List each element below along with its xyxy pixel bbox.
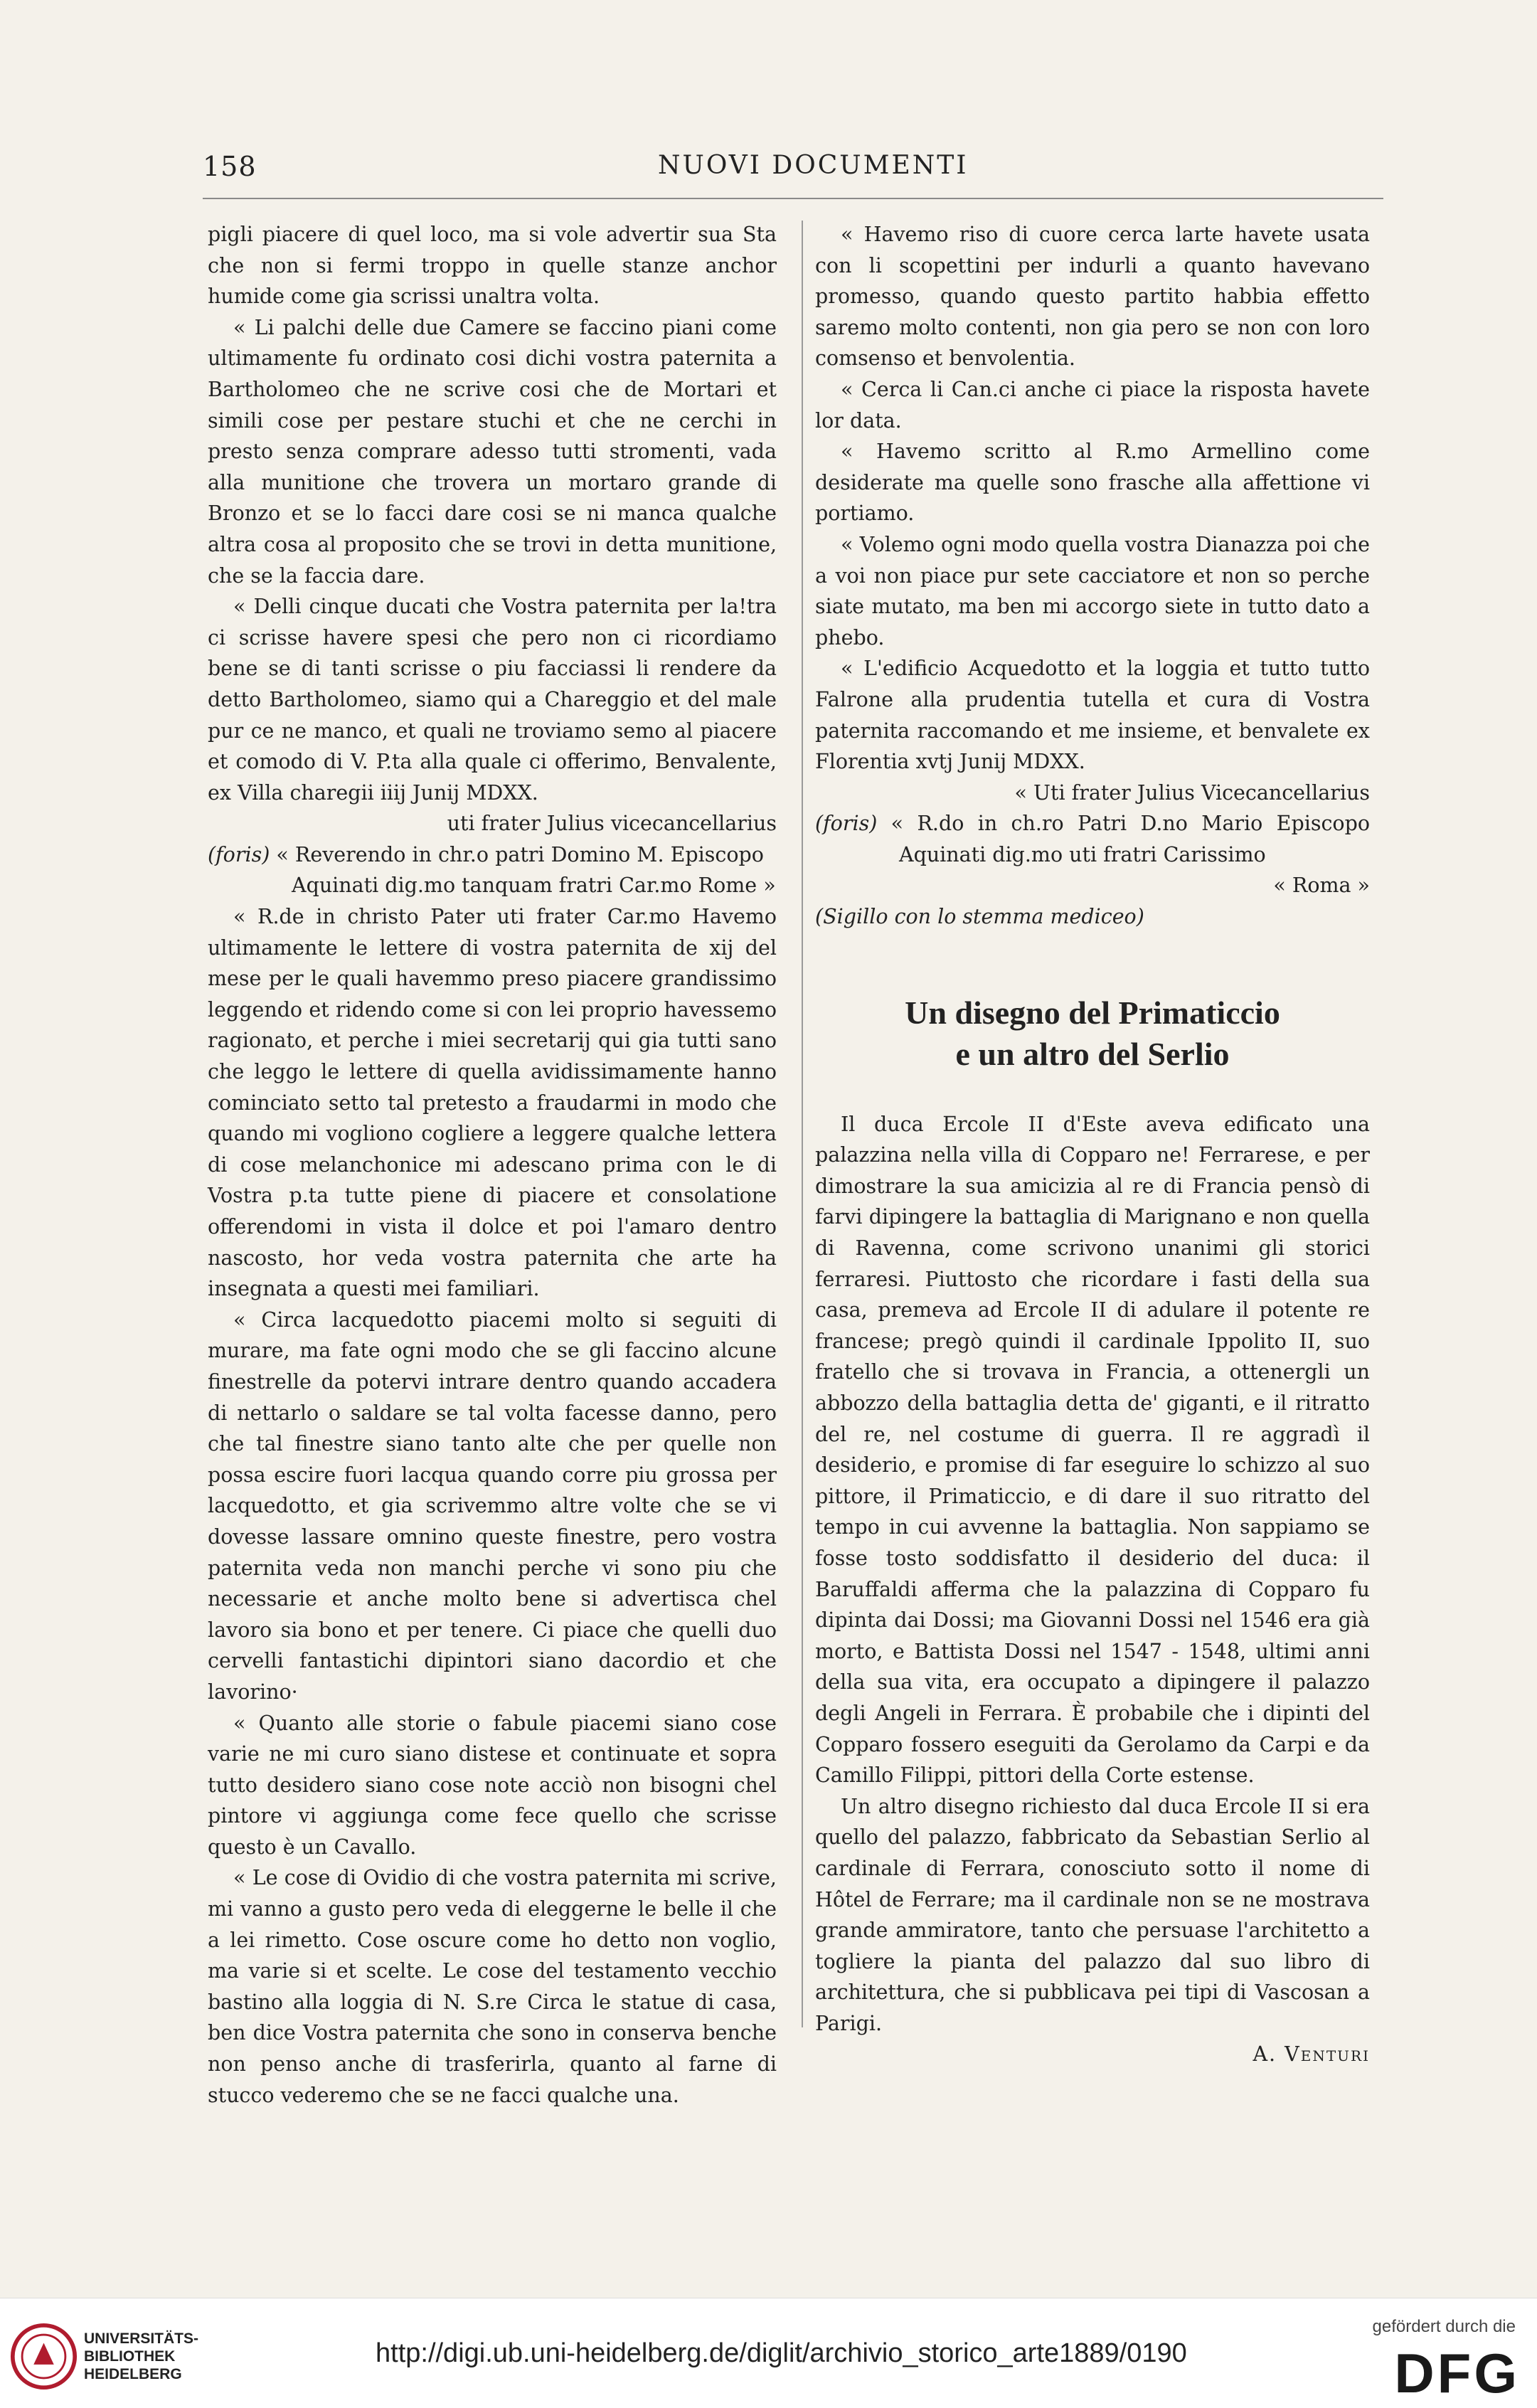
article-paragraph-2: Un altro disegno richiesto dal duca Ercole II si era quello del palazzo, fabbricato da Sebastian Serlio al cardinale di Ferrara, conosciuto sotto il nome di Hôtel de Ferrare; ma il cardinale non se ne mostrava grande ammiratore, tanto che persuase l'architetto a togliere la pianta del palazzo dal suo libro di architettura, che si pubblicava pei tipi di Vascosan a Parigi. [815,1794,1370,2035]
right-column-letters [815,219,1370,933]
article-title-line-1: Un disegno del Primaticcio [905,994,1280,1031]
left-column-paragraph [208,1862,777,2111]
article-title-line-2: e un altro del Serlio [955,1035,1230,1072]
right-column-paragraph [815,653,1370,777]
right-column-paragraph-text: « Uti frater Julius Vicecancellarius [1014,780,1370,805]
left-column-paragraph-text: « Quanto alle storie o fabule piacemi siano cose varie ne mi curo siano distese et continuate et sopra tutto desidero siano cose note acciò non bisogni chel pintore vi aggiunga come fece quello che scrisse questo è un Cavallo. [208,1711,777,1859]
left-column-paragraph [208,312,777,591]
digitization-footer [0,2298,1537,2408]
column-divider [802,221,803,2027]
right-column-paragraph [815,219,1370,374]
left-column-paragraph-text: « Delli cinque ducati che Vostra paternita per la!tra ci scrisse havere spesi che pero non ci ricordiamo bene se di tanti scrisse o piu facciassi li rendere da detto Bartholomeo, siamo qui a Chareggio et del male pur ce ne manco, et quali ne troviamo semo al piacere et comodo di V. P.ta alla quale ci offerimo, Benvalente, ex Villa charegii iiij Junij MDXX. [208,595,777,805]
left-column-paragraph [208,1708,777,1863]
running-title: NUOVI DOCUMENTI [658,151,969,180]
right-column-paragraph [815,901,1370,933]
left-column-paragraph-text: « Reverendo in chr.o patri Domino M. Episcopo [276,842,764,866]
left-column-paragraph-text: uti frater Julius vicecancellarius [447,812,777,836]
right-column-paragraph-text: « Havemo scritto al R.mo Armellino come desiderate ma quelle sono frasche alla affettione vi portiamo. [815,440,1370,526]
funded-by-label: gefördert durch die [1372,2317,1516,2336]
right-column-paragraph [815,436,1370,529]
right-column-paragraph [815,870,1370,901]
article-title [815,992,1370,1075]
right-column-paragraph-text: « R.do in ch.ro Patri D.no Mario Episcopo Aquinati dig.mo uti fratri Carissimo [890,812,1370,866]
left-column-paragraph [208,808,777,839]
foris-marker: (foris) [815,812,891,836]
left-column-paragraph [208,219,777,312]
institution-line-3: HEIDELBERG [84,2366,182,2382]
right-column-paragraph [815,529,1370,653]
left-column-paragraph-text: « R.de in christo Pater uti frater Car.mo Havemo ultimamente le lettere di vostra paternita de xij del mese per le quali havemmo preso piacere grandissimo leggendo et ridendo come si con lei proprio havessemo ragionato, et perche i miei secretarij qui gia tutti sano che leggo le lettere di quella avidissimamente hanno cominciato setto tal pretesto a fraudarmi in modo che quando mi vogliono cogliere a leggere qualche lettera di cose melanchonice mi adescano prima con le di Vostra p.ta tutte piene di piacere et consolatione offerendomi in vista il dolce et poi l'amaro dentro nascosto, hor veda vostra paternita che arte ha insegnata a questi mei familiari. [208,905,777,1301]
institution-name [84,2330,198,2383]
right-column-paragraph-text: « L'edificio Acquedotto et la loggia et tutto tutto Falrone alla prudentia tutella et cura di Vostra paternita raccomando et me insieme, et benvalete ex Florentia xvtj Junij MDXX. [815,657,1370,774]
right-column [815,219,1370,2070]
dfg-logo: DFG [1394,2342,1520,2404]
left-column-paragraph [208,591,777,808]
left-column-paragraph [208,870,777,901]
right-column-paragraph [815,374,1370,436]
left-column-paragraph [208,1305,777,1708]
right-column-paragraph [815,778,1370,809]
institution-line-2: BIBLIOTHEK [84,2348,176,2365]
right-column-paragraph-text: « Havemo riso di cuore cerca larte havete usata con li scopettini per indurli a quanto havevano promesso, quando questo partito habbia effetto saremo molto contenti, non gia pero se non con loro comsenso et benvolentia. [815,223,1370,371]
right-column-paragraph-text: « Volemo ogni modo quella vostra Dianazza poi che a voi non piace pur sete cacciatore et non so perche siate mutato, ma ben mi accorgo siete in tutto dato a phebo. [815,532,1370,649]
article-signature: A. Venturi [1253,2042,1370,2067]
left-column-paragraph [208,901,777,1305]
article-paragraph-1: Il duca Ercole II d'Este aveva edificato una palazzina nella villa di Copparo ne! Ferrarese, e per dimostrare la sua amicizia al re di Francia pensò di farvi dipingere la battaglia di Marignano e non quella di Ravenna, come scrivono unanimi gli storici ferraresi. Piuttosto che ricordare i fasti della sua casa, premeva ad Ercole II di adulare il potente re francese; pregò quindi il cardinale Ippolito II, suo fratello che si trovava in Francia, a ottenergli un abbozzo della battaglia detta de' giganti, e il ritratto del re, nel costume di guerra. Il re aggradì il desiderio, e promise di far eseguire lo schizzo al suo pittore, il Primaticcio, e di dare il suo ritratto del tempo in cui avvenne la battaglia. Non sappiamo se fosse tosto soddisfatto il desiderio del duca: il Baruffaldi afferma che la palazzina di Copparo fu dipinta dai Dossi; ma Giovanni Dossi nel 1546 era già morto, e Battista Dossi nel 1547 - 1548, ultimi anni della sua vita, era occupato a dipingere il palazzo degli Angeli in Ferrara. È probabile che i dipinti del Copparo fossero eseguiti da Gerolamo da Carpi e da Camillo Filippi, pittori della Corte estense. [815,1112,1370,1788]
right-column-paragraph [815,808,1370,870]
right-column-paragraph-text: (Sigillo con lo stemma mediceo) [815,905,1144,929]
left-column-paragraph-text: « Le cose di Ovidio di che vostra paternita mi scrive, mi vanno a gusto pero veda di eleggerne le belle il che a lei rimetto. Cose oscure come ho detto non voglio, ma varie si et scelte. Le cose del testamento vecchio bastino alla loggia di N. S.re Circa le statue di casa, ben dice Vostra paternita che sono in conserva benche non penso anche di trasferirla, quanto al farne di stucco vederemo che se ne facci qualche una. [208,1866,777,2107]
left-column-paragraph-text: pigli piacere di quel loco, ma si vole advertir sua Sta che non si fermi troppo in quelle stanze anchor humide come gia scrissi unaltra volta. [208,223,777,309]
page-header [203,151,1383,193]
right-column-paragraph-text: « Cerca li Can.ci anche ci piace la risposta havete lor data. [815,377,1370,433]
left-column-paragraph-text: « Li palchi delle due Camere se faccino piani come ultimamente fu ordinato cosi dichi vostra paternita a Bartholomeo che ne scrive cosi che de Mortari et simili cose per pestare stuchi et che ne cerchi in presto senza comprare adesso tutti stromenti, vada alla munitione che trovera un mortaro grande di Bronzo et se lo facci dare cosi se ni manca qualche altra cosa al proposito che se trovi in detta munitione, che se la faccia dare. [208,315,777,588]
left-column [208,219,777,2111]
page-number: 158 [203,151,257,182]
university-seal-icon [10,2323,78,2390]
left-column-paragraph [208,839,777,871]
header-rule [203,198,1383,199]
source-url-link[interactable]: http://digi.ub.uni-heidelberg.de/diglit/archivio_storico_arte1889/0190 [376,2338,1187,2368]
left-column-paragraph-text: « Circa lacquedotto piacemi molto si seguiti di murare, ma fate ogni modo che se gli faccino alcune finestrelle da potervi intrare dentro quando accadera di nettarlo o saldare se tal volta facesse danno, pero che tal finestre siano tanto alte che per quelle non possa escire fuori lacqua quando corre piu grossa per lacquedotto, et gia scrivemmo altre volte che se vi dovesse lassare omnino queste finestre, pero vostra paternita veda non manchi perche vi sono piu che necessarie et anche molto bene si advertisca chel lavoro sia bono et per tenere. Ci piace che quelli duo cervelli fantastichi dipintori siano dacordio et che lavorino· [208,1308,777,1704]
institution-line-1: UNIVERSITÄTS- [84,2330,199,2347]
right-column-paragraph-text: « Roma » [1273,874,1370,898]
foris-marker: (foris) [208,842,277,866]
left-column-paragraph-text: Aquinati dig.mo tanquam fratri Car.mo Rome » [292,874,776,898]
